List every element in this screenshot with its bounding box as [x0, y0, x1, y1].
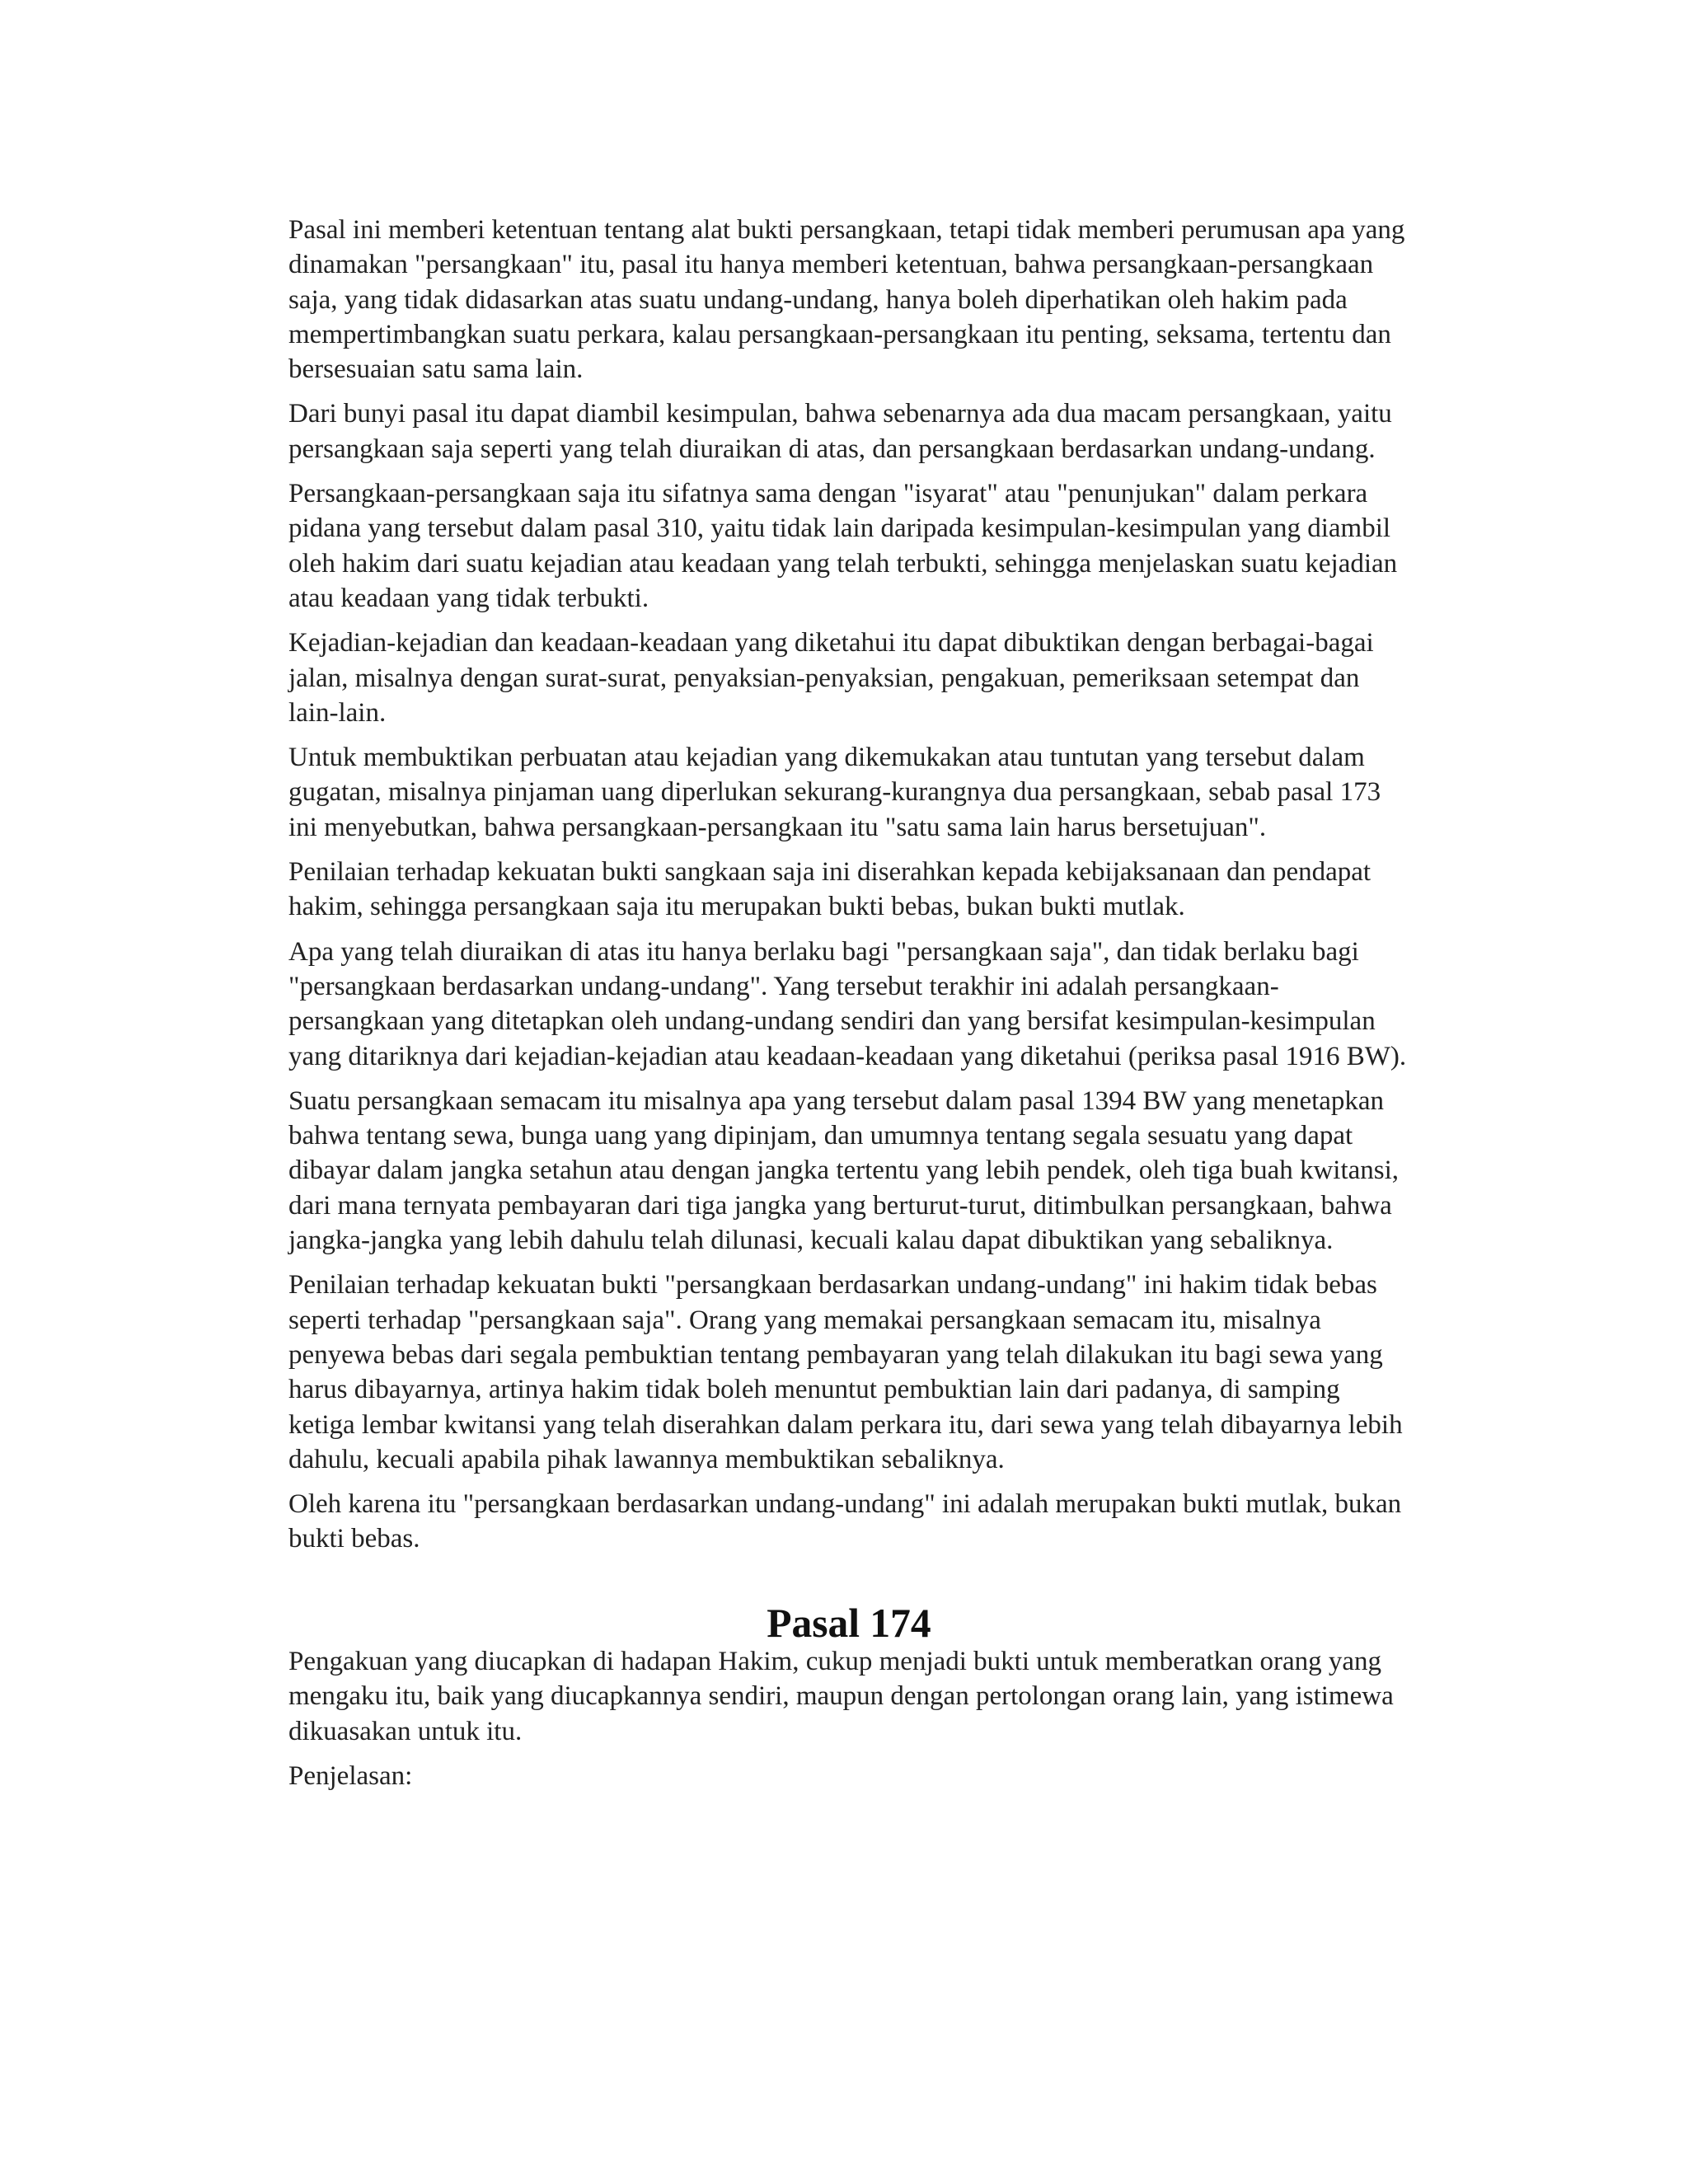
- paragraph-9: Penilaian terhadap kekuatan bukti "persangkaan berdasarkan undang-undang" ini hakim tidak bebas seperti terhadap "persangkaan saja". Orang yang memakai persangkaan semacam itu, misalnya penyewa bebas dari segala pembuktian tentang pembayaran yang telah dilakukan itu bagi sewa yang harus dibayarnya, artinya hakim tidak boleh menuntut pembuktian lain dari padanya, di samping ketiga lembar kwitansi yang telah diserahkan dalam perkara itu, dari sewa yang telah dibayarnya lebih dahulu, kecuali apabila pihak lawannya membuktikan sebaliknya.: [288, 1270, 1403, 1474]
- section-heading: Pasal 174: [767, 1600, 931, 1646]
- paragraph-2: Dari bunyi pasal itu dapat diambil kesimpulan, bahwa sebenarnya ada dua macam persangkaan, yaitu persangkaan saja seperti yang telah diuraikan di atas, dan persangkaan berdasarkan undang-undang.: [288, 399, 1392, 464]
- paragraph-10: Oleh karena itu "persangkaan berdasarkan undang-undang" ini adalah merupakan bukti mutlak, bukan bukti bebas.: [288, 1489, 1402, 1554]
- article-text: Pengakuan yang diucapkan di hadapan Hakim, cukup menjadi bukti untuk memberatkan orang yang mengaku itu, baik yang diucapkannya sendiri, maupun dengan pertolongan orang lain, yang istimewa dikuasakan untuk itu.: [288, 1646, 1394, 1746]
- paragraph-3: Persangkaan-persangkaan saja itu sifatnya sama dengan "isyarat" atau "penunjukan" dalam perkara pidana yang tersebut dalam pasal 310, yaitu tidak lain daripada kesimpulan-kesimpulan yang diambil oleh hakim dari suatu kejadian atau keadaan yang telah terbukti, sehingga menjelaskan suatu kejadian atau keadaan yang tidak terbukti.: [288, 479, 1398, 613]
- explanation-label: Penjelasan:: [288, 1760, 413, 1791]
- document-page: [288, 213, 1409, 1803]
- paragraph-5: Untuk membuktikan perbuatan atau kejadian yang dikemukakan atau tuntutan yang tersebut dalam gugatan, misalnya pinjaman uang diperlukan sekurang-kurangnya dua persangkaan, sebab pasal 173 ini menyebutkan, bahwa persangkaan-persangkaan itu "satu sama lain harus bersetujuan".: [288, 743, 1381, 842]
- paragraph-6: Penilaian terhadap kekuatan bukti sangkaan saja ini diserahkan kepada kebijaksanaan dan pendapat hakim, sehingga persangkaan saja itu merupakan bukti bebas, bukan bukti mutlak.: [288, 857, 1372, 922]
- paragraph-4: Kejadian-kejadian dan keadaan-keadaan yang diketahui itu dapat dibuktikan dengan berbagai-bagai jalan, misalnya dengan surat-surat, penyaksian-penyaksian, pengakuan, pemeriksaan setempat dan lain-lain.: [288, 628, 1374, 728]
- paragraph-1: Pasal ini memberi ketentuan tentang alat bukti persangkaan, tetapi tidak memberi perumusan apa yang dinamakan "persangkaan" itu, pasal itu hanya memberi ketentuan, bahwa persangkaan-persangkaan saja, yang tidak didasarkan atas suatu undang-undang, hanya boleh diperhatikan oleh hakim pada mempertimbangkan suatu perkara, kalau persangkaan-persangkaan itu penting, seksama, tertentu dan bersesuaian satu sama lain.: [288, 215, 1405, 385]
- paragraph-8: Suatu persangkaan semacam itu misalnya apa yang tersebut dalam pasal 1394 BW yang menetapkan bahwa tentang sewa, bunga uang yang dipinjam, dan umumnya tentang segala sesuatu yang dapat dibayar dalam jangka setahun atau dengan jangka tertentu yang lebih pendek, oleh tiga buah kwitansi, dari mana ternyata pembayaran dari tiga jangka yang berturut-turut, ditimbulkan persangkaan, bahwa jangka-jangka yang lebih dahulu telah dilunasi, kecuali kalau dapat dibuktikan yang sebaliknya.: [288, 1085, 1400, 1256]
- paragraph-7: Apa yang telah diuraikan di atas itu hanya berlaku bagi "persangkaan saja", dan tidak berlaku bagi "persangkaan berdasarkan undang-undang". Yang tersebut terakhir ini adalah persangkaan-persangkaan yang ditetapkan oleh undang-undang sendiri dan yang bersifat kesimpulan-kesimpulan yang ditariknya dari kejadian-kejadian atau keadaan-keadaan yang diketahui (periksa pasal 1916 BW).: [288, 936, 1407, 1071]
